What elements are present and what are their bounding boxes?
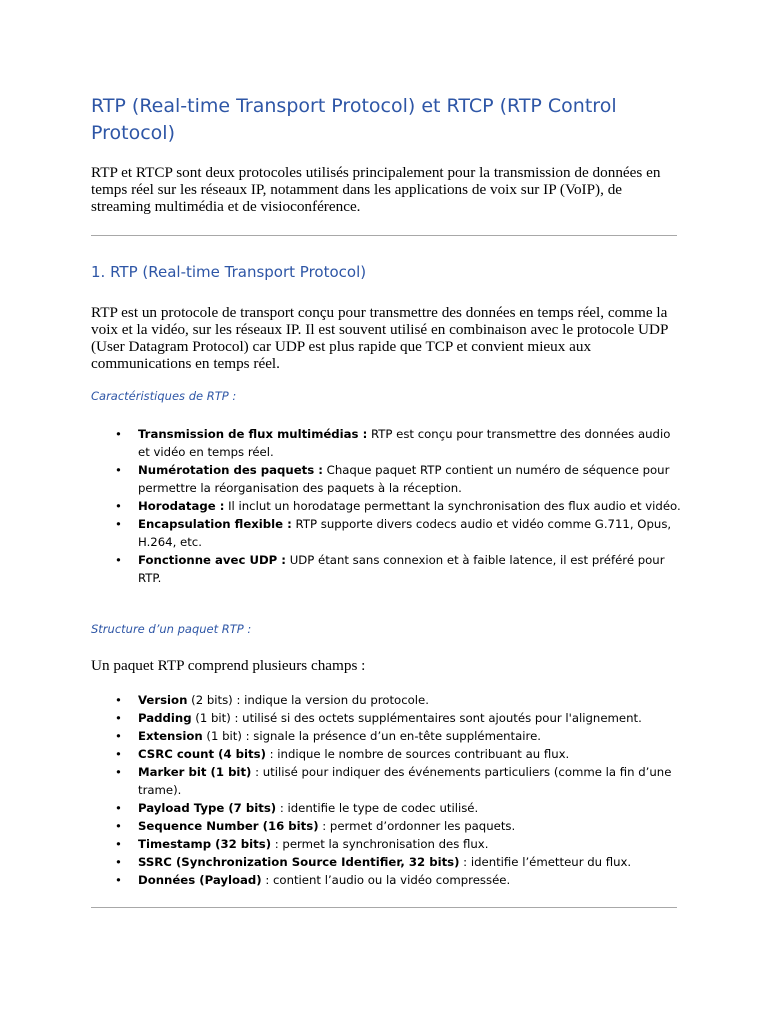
list-item-desc: : permet la synchronisation des flux. [271,837,489,851]
list-item-term: Extension [138,729,203,743]
bullet-icon: • [115,837,122,851]
document-title: RTP (Real-time Transport Protocol) et RTCP (RTP Control Protocol) [91,95,617,144]
bullet-icon: • [115,463,122,477]
list-item [91,551,681,587]
list-item-term: Données (Payload) [138,873,262,887]
bullet-icon: • [115,801,122,815]
list-item [91,497,681,515]
list-item-desc: : contient l’audio ou la vidéo compressée. [261,873,511,887]
bullet-icon: • [115,873,122,887]
list-item-desc: : utilisé pour indiquer des événements particuliers (comme la fin d’une trame). [138,765,672,797]
list-item-term: Version [138,693,188,707]
divider-top [91,235,677,236]
bullet-icon: • [115,517,122,531]
list-item-desc: (1 bit) : signale la présence d’un en-tête supplémentaire. [202,729,541,743]
bullet-icon: • [115,693,122,707]
list-item [91,727,681,745]
list-item-term: Padding [138,711,192,725]
list-item-term: Horodatage : [138,499,225,513]
features-heading: Caractéristiques de RTP : [91,389,237,403]
list-item-desc: : identifie l’émetteur du flux. [459,855,632,869]
list-item-term: Payload Type (7 bits) [138,801,277,815]
bullet-icon: • [115,765,122,779]
list-item-term: Transmission de flux multimédias : [138,427,368,441]
bullet-icon: • [115,711,122,725]
list-item-term: SSRC (Synchronization Source Identifier, 32 bits) [138,855,460,869]
list-item-desc: RTP est conçu pour transmettre des données audio et vidéo en temps réel. [138,427,671,459]
list-item-desc: : identifie le type de codec utilisé. [276,801,479,815]
bullet-icon: • [115,819,122,833]
fields-list [91,691,681,889]
bullet-icon: • [115,499,122,513]
bullet-icon: • [115,747,122,761]
list-item-term: Sequence Number (16 bits) [138,819,319,833]
list-item [91,817,681,835]
list-item-term: CSRC count (4 bits) [138,747,266,761]
list-item-term: Encapsulation flexible : [138,517,292,531]
list-item [91,871,681,889]
list-item [91,425,681,461]
list-item-desc: UDP étant sans connexion et à faible latence, il est préféré pour RTP. [138,553,665,585]
list-item-desc: Chaque paquet RTP contient un numéro de séquence pour permettre la réorganisation des paquets à la réception. [138,463,670,495]
bullet-icon: • [115,553,122,567]
list-item [91,691,681,709]
list-item-desc: RTP supporte divers codecs audio et vidéo comme G.711, Opus, H.264, etc. [138,517,672,549]
list-item [91,515,681,551]
section-1-paragraph: RTP est un protocole de transport conçu pour transmettre des données en temps réel, comme la voix et la vidéo, sur les réseaux IP. Il est souvent utilisé en combinaison avec le protocole UDP (User Datagram Protocol) car UDP est plus rapide que TCP et convient mieux aux communications en temps réel. [91,304,668,372]
list-item-term: Marker bit (1 bit) [138,765,252,779]
section-1-heading: 1. RTP (Real-time Transport Protocol) [91,263,367,281]
list-item-desc: (2 bits) : indique la version du protocole. [187,693,429,707]
list-item-desc: : permet d’ordonner les paquets. [318,819,516,833]
list-item-desc: Il inclut un horodatage permettant la synchronisation des flux audio et vidéo. [224,499,681,513]
list-item [91,835,681,853]
bullet-icon: • [115,855,122,869]
divider-bottom [91,907,677,908]
list-item [91,763,681,799]
list-item-desc: : indique le nombre de sources contribuant au flux. [265,747,570,761]
list-item [91,461,681,497]
list-item-term: Numérotation des paquets : [138,463,323,477]
list-item-desc: (1 bit) : utilisé si des octets supplémentaires sont ajoutés pour l'alignement. [191,711,642,725]
intro-paragraph: RTP et RTCP sont deux protocoles utilisés principalement pour la transmission de données en temps réel sur les réseaux IP, notamment dans les applications de voix sur IP (VoIP), de streaming multimédia et de visioconférence. [91,164,661,215]
list-item-term: Timestamp (32 bits) [138,837,272,851]
bullet-icon: • [115,427,122,441]
list-item [91,709,681,727]
list-item-term: Fonctionne avec UDP : [138,553,286,567]
features-list [91,425,681,587]
list-item [91,745,681,763]
list-item [91,799,681,817]
bullet-icon: • [115,729,122,743]
structure-intro: Un paquet RTP comprend plusieurs champs : [91,657,366,674]
list-item [91,853,681,871]
structure-heading: Structure d’un paquet RTP : [91,622,252,636]
